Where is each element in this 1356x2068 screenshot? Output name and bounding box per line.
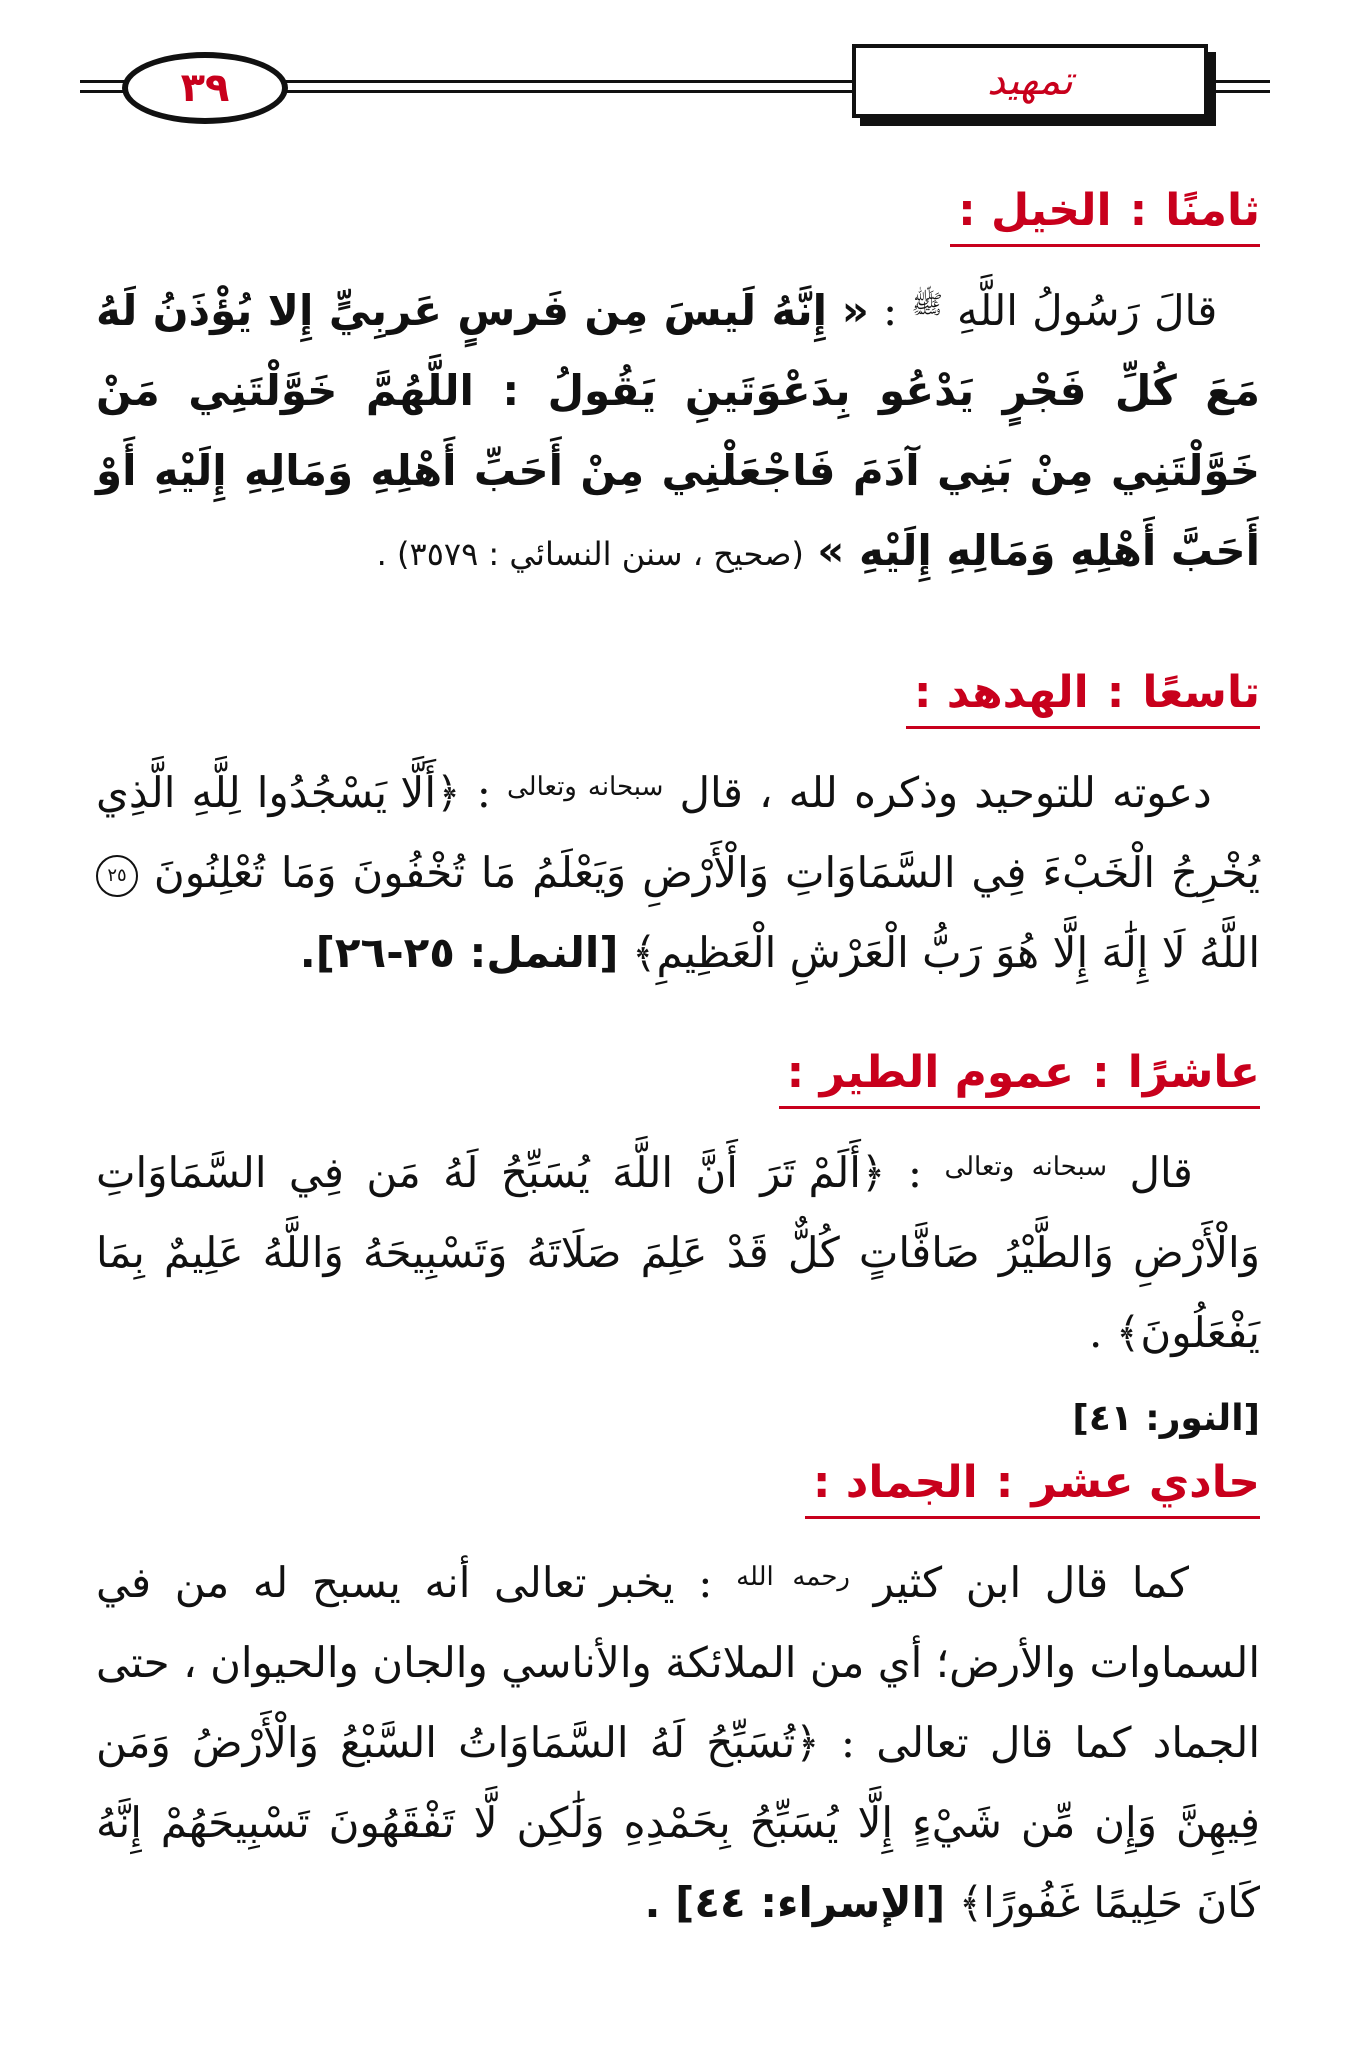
quran-verse: ﴿تُسَبِّحُ لَهُ السَّمَاوَاتُ السَّبْعُ وَالْأَرْضُ وَمَن فِيهِنَّ وَإِن مِّن شَيْءٍ إِلَّا يُسَبِّحُ بِحَمْدِهِ وَلَٰكِن لَّا تَفْقَهُونَ تَسْبِيحَهُمْ إِنَّهُ كَانَ حَلِيمًا غَفُورًا﴾ (96, 1718, 1260, 1927)
section-birds (96, 1040, 1260, 1449)
heading-topic: الهدهد : (913, 667, 1089, 718)
quran-verse-continued: اللَّهُ لَا إِلَٰهَ إِلَّا هُوَ رَبُّ الْعَرْشِ الْعَظِيمِ﴾ (631, 928, 1260, 977)
honorific-glyph: سبحانه وتعالى (507, 772, 664, 802)
hadith-paragraph (96, 247, 1260, 594)
intro-text: دعوته للتوحيد وذكره لله ، قال (679, 768, 1212, 817)
heading-number: تاسعًا (1142, 667, 1260, 718)
tafsir-paragraph (96, 1519, 1260, 1943)
heading-number: ثامنًا (1165, 185, 1260, 236)
quran-verse: ﴿أَلَّا يَسْجُدُوا لِلَّهِ الَّذِي يُخْرِجُ الْخَبْءَ فِي السَّمَاوَاتِ وَالْأَرْضِ وَيَعْلَمُ مَا تُخْفُونَ وَمَا تُعْلِنُونَ (96, 768, 1260, 897)
tafsir-text: يخبر تعالى أنه يسبح له من في السماوات والأرض؛ أي من الملائكة والأناسي والجان والحيوان ، حتى الجماد كما قال تعالى : (96, 1558, 1260, 1767)
section-heading (950, 178, 1260, 247)
heading-separator: : (1106, 667, 1125, 718)
section-heading (779, 1040, 1260, 1109)
intro-text: كما قال ابن كثير (873, 1558, 1189, 1607)
page-number-badge (122, 52, 288, 124)
heading-topic: الخيل : (958, 185, 1112, 236)
heading-number: عاشرًا (1127, 1047, 1260, 1098)
heading-separator: : (995, 1457, 1014, 1508)
colon: : (883, 286, 898, 335)
section-inanimate (96, 1450, 1260, 1943)
hadith-text: « إِنَّهُ لَيسَ مِن فَرسٍ عَربِيٍّ إِلا يُؤْذَنُ لَهُ مَعَ كُلِّ فَجْرٍ يَدْعُو بِدَعْوَتَينِ يَقُولُ : اللَّهُمَّ خَوَّلْتَنِي مَنْ خَوَّلْتَنِي مِنْ بَنِي آدَمَ فَاجْعَلْنِي مِنْ أَحَبِّ أَهْلِهِ وَمَالِهِ إِلَيْهِ أَوْ أَحَبَّ أَهْلِهِ وَمَالِهِ إِلَيْهِ » (96, 286, 1260, 575)
honorific-glyph: رحمه الله (736, 1562, 850, 1592)
heading-separator: : (1129, 185, 1148, 236)
verse-reference: [النمل: ٢٥-٢٦]. (299, 928, 619, 977)
section-heading (805, 1450, 1260, 1519)
honorific-glyph: سبحانه وتعالى (944, 1152, 1108, 1182)
book-title: تمهيد (987, 58, 1073, 104)
heading-topic: الجماد : (812, 1457, 978, 1508)
verse-number-marker: ٢٥ (96, 855, 138, 897)
heading-separator: : (1092, 1047, 1110, 1098)
intro-text: قالَ رَسُولُ اللَّهِ (957, 286, 1218, 335)
book-title-box (852, 44, 1208, 118)
colon: : (476, 768, 491, 817)
verse-reference: [الإسراء: ٤٤] . (644, 1878, 946, 1927)
verse-reference: [النور: ٤١] (1072, 1398, 1260, 1439)
honorific-glyph: ﷺ (911, 290, 943, 320)
heading-topic: عموم الطير : (786, 1047, 1075, 1098)
section-hoopoe (96, 660, 1260, 993)
intro-text: قال (1129, 1148, 1193, 1197)
quran-verse: ﴿أَلَمْ تَرَ أَنَّ اللَّهَ يُسَبِّحُ لَهُ مَن فِي السَّمَاوَاتِ وَالْأَرْضِ وَالطَّيْرُ صَافَّاتٍ كُلٌّ قَدْ عَلِمَ صَلَاتَهُ وَتَسْبِيحَهُ وَاللَّهُ عَلِيمٌ بِمَا يَفْعَلُونَ﴾ . (96, 1148, 1260, 1357)
page-header (0, 0, 1356, 140)
colon: : (907, 1148, 923, 1197)
section-horses (96, 178, 1260, 594)
verse-paragraph (96, 1109, 1260, 1373)
page-number: ٣٩ (180, 65, 230, 111)
verse-paragraph (96, 729, 1260, 993)
heading-number: حادي عشر (1031, 1457, 1260, 1508)
hadith-source: (صحيح ، سنن النسائي : ٣٥٧٩) . (376, 535, 804, 573)
section-heading (906, 660, 1260, 729)
colon: : (698, 1558, 713, 1607)
